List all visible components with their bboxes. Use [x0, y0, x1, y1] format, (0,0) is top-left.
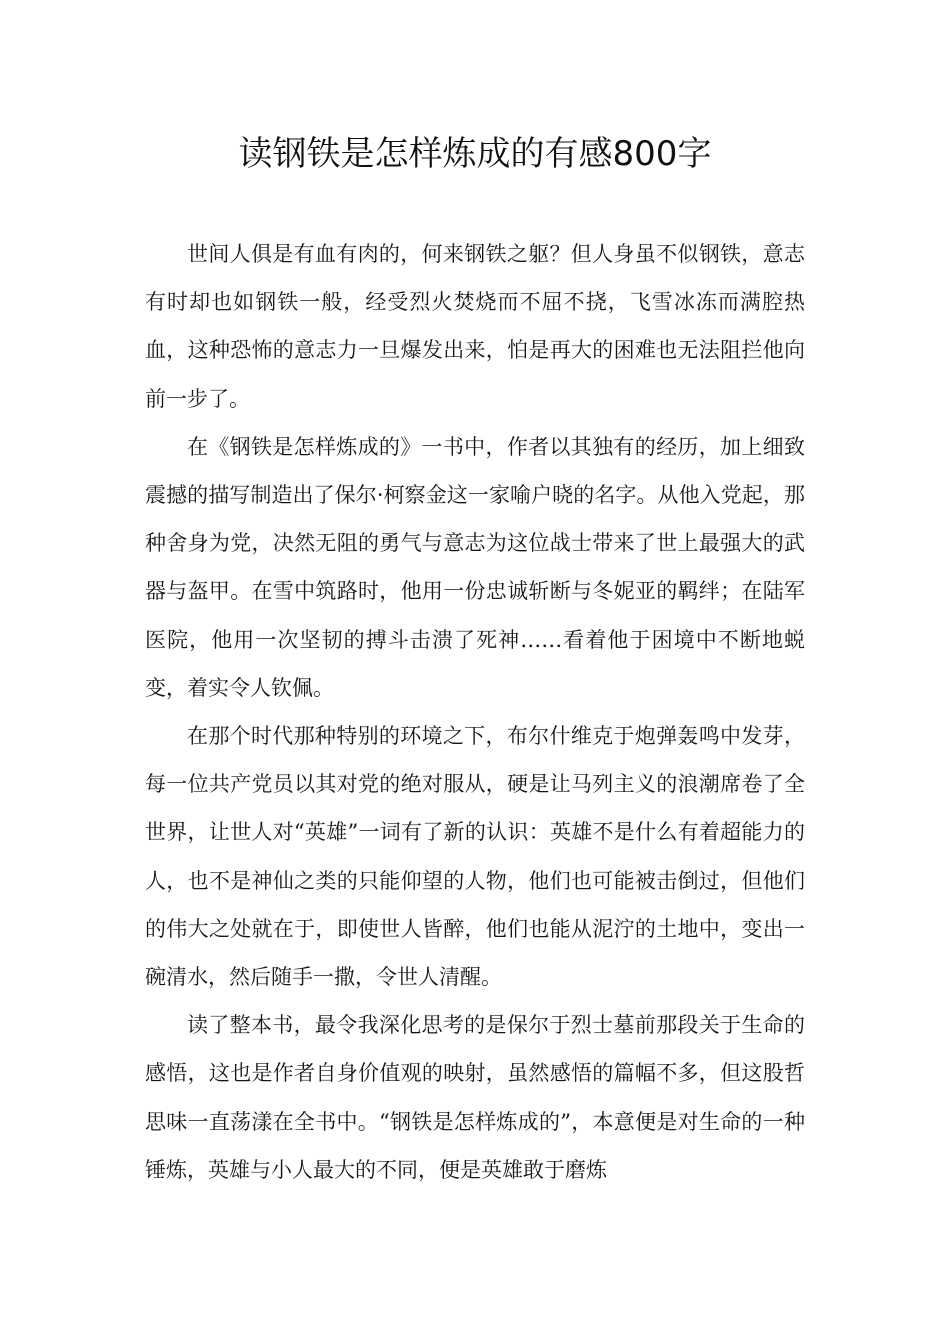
document-body: [145, 230, 805, 1194]
body-paragraph-4: 读了整本书，最令我深化思考的是保尔于烈士墓前那段关于生命的感悟，这也是作者自身价值观的映射，虽然感悟的篇幅不多，但这股哲思味一直荡漾在全书中。“钢铁是怎样炼成的”，本意便是对生命的一种锤炼，英雄与小人最大的不同，便是英雄敢于磨炼: [145, 1013, 805, 1182]
document-title: 读钢铁是怎样炼成的有感800字: [238, 134, 712, 174]
body-paragraph-2: 在《钢铁是怎样炼成的》一书中，作者以其独有的经历，加上细致震撼的描写制造出了保尔·柯察金这一家喻户晓的名字。从他入党起，那种舍身为党，决然无阻的勇气与意志为这位战士带来了世上最强大的武器与盔甲。在雪中筑路时，他用一份忠诚斩断与冬妮亚的羁绊；在陆军医院，他用一次坚韧的搏斗击溃了死神……看着他于困境中不断地蜕变，着实令人钦佩。: [145, 434, 805, 700]
body-paragraph-1: 世间人俱是有血有肉的，何来钢铁之躯？但人身虽不似钢铁，意志有时却也如钢铁一般，经受烈火焚烧而不屈不挠，飞雪冰冻而满腔热血，这种恐怖的意志力一旦爆发出来，怕是再大的困难也无法阻拦他向前一步了。: [145, 242, 805, 411]
body-paragraph-3: 在那个时代那种特别的环境之下，布尔什维克于炮弹轰鸣中发芽，每一位共产党员以其对党的绝对服从，硬是让马列主义的浪潮席卷了全世界，让世人对“英雄”一词有了新的认识：英雄不是什么有着超能力的人，也不是神仙之类的只能仰望的人物，他们也可能被击倒过，但他们的伟大之处就在于，即使世人皆醉，他们也能从泥泞的土地中，变出一碗清水，然后随手一撒，令世人清醒。: [145, 724, 805, 990]
